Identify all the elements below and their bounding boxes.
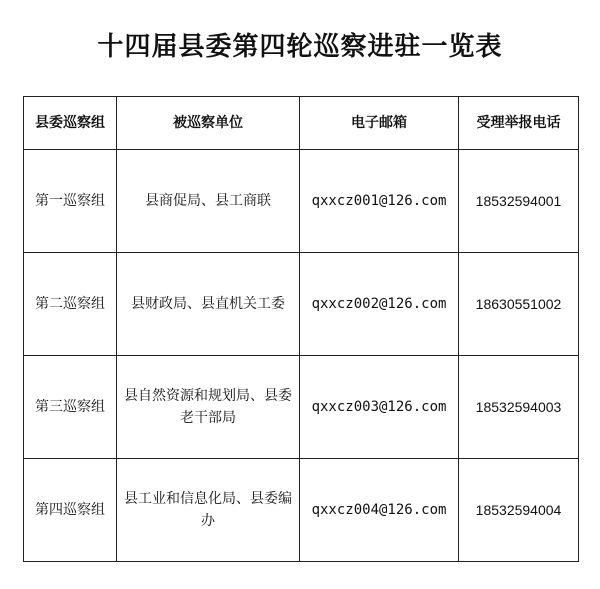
email-cell: qxxcz001@126.com bbox=[300, 150, 459, 253]
unit-cell: 县商促局、县工商联 bbox=[117, 150, 300, 253]
phone-cell: 18532594004 bbox=[459, 459, 579, 562]
unit-cell: 县财政局、县直机关工委 bbox=[117, 253, 300, 356]
phone-cell: 18532594003 bbox=[459, 356, 579, 459]
header-phone: 受理举报电话 bbox=[459, 97, 579, 150]
email-cell: qxxcz003@126.com bbox=[300, 356, 459, 459]
phone-cell: 18630551002 bbox=[459, 253, 579, 356]
header-unit: 被巡察单位 bbox=[117, 97, 300, 150]
email-cell: qxxcz004@126.com bbox=[300, 459, 459, 562]
header-email: 电子邮箱 bbox=[300, 97, 459, 150]
unit-cell: 县自然资源和规划局、县委老干部局 bbox=[117, 356, 300, 459]
group-cell: 第三巡察组 bbox=[24, 356, 117, 459]
table-row bbox=[24, 150, 579, 253]
header-row bbox=[24, 97, 579, 150]
table-row bbox=[24, 459, 579, 562]
unit-cell: 县工业和信息化局、县委编办 bbox=[117, 459, 300, 562]
table-row bbox=[24, 253, 579, 356]
inspection-table bbox=[23, 96, 579, 562]
page-title: 十四届县委第四轮巡察进驻一览表 bbox=[97, 32, 503, 62]
table-row bbox=[24, 356, 579, 459]
group-cell: 第二巡察组 bbox=[24, 253, 117, 356]
group-cell: 第四巡察组 bbox=[24, 459, 117, 562]
email-cell: qxxcz002@126.com bbox=[300, 253, 459, 356]
group-cell: 第一巡察组 bbox=[24, 150, 117, 253]
phone-cell: 18532594001 bbox=[459, 150, 579, 253]
header-group: 县委巡察组 bbox=[24, 97, 117, 150]
